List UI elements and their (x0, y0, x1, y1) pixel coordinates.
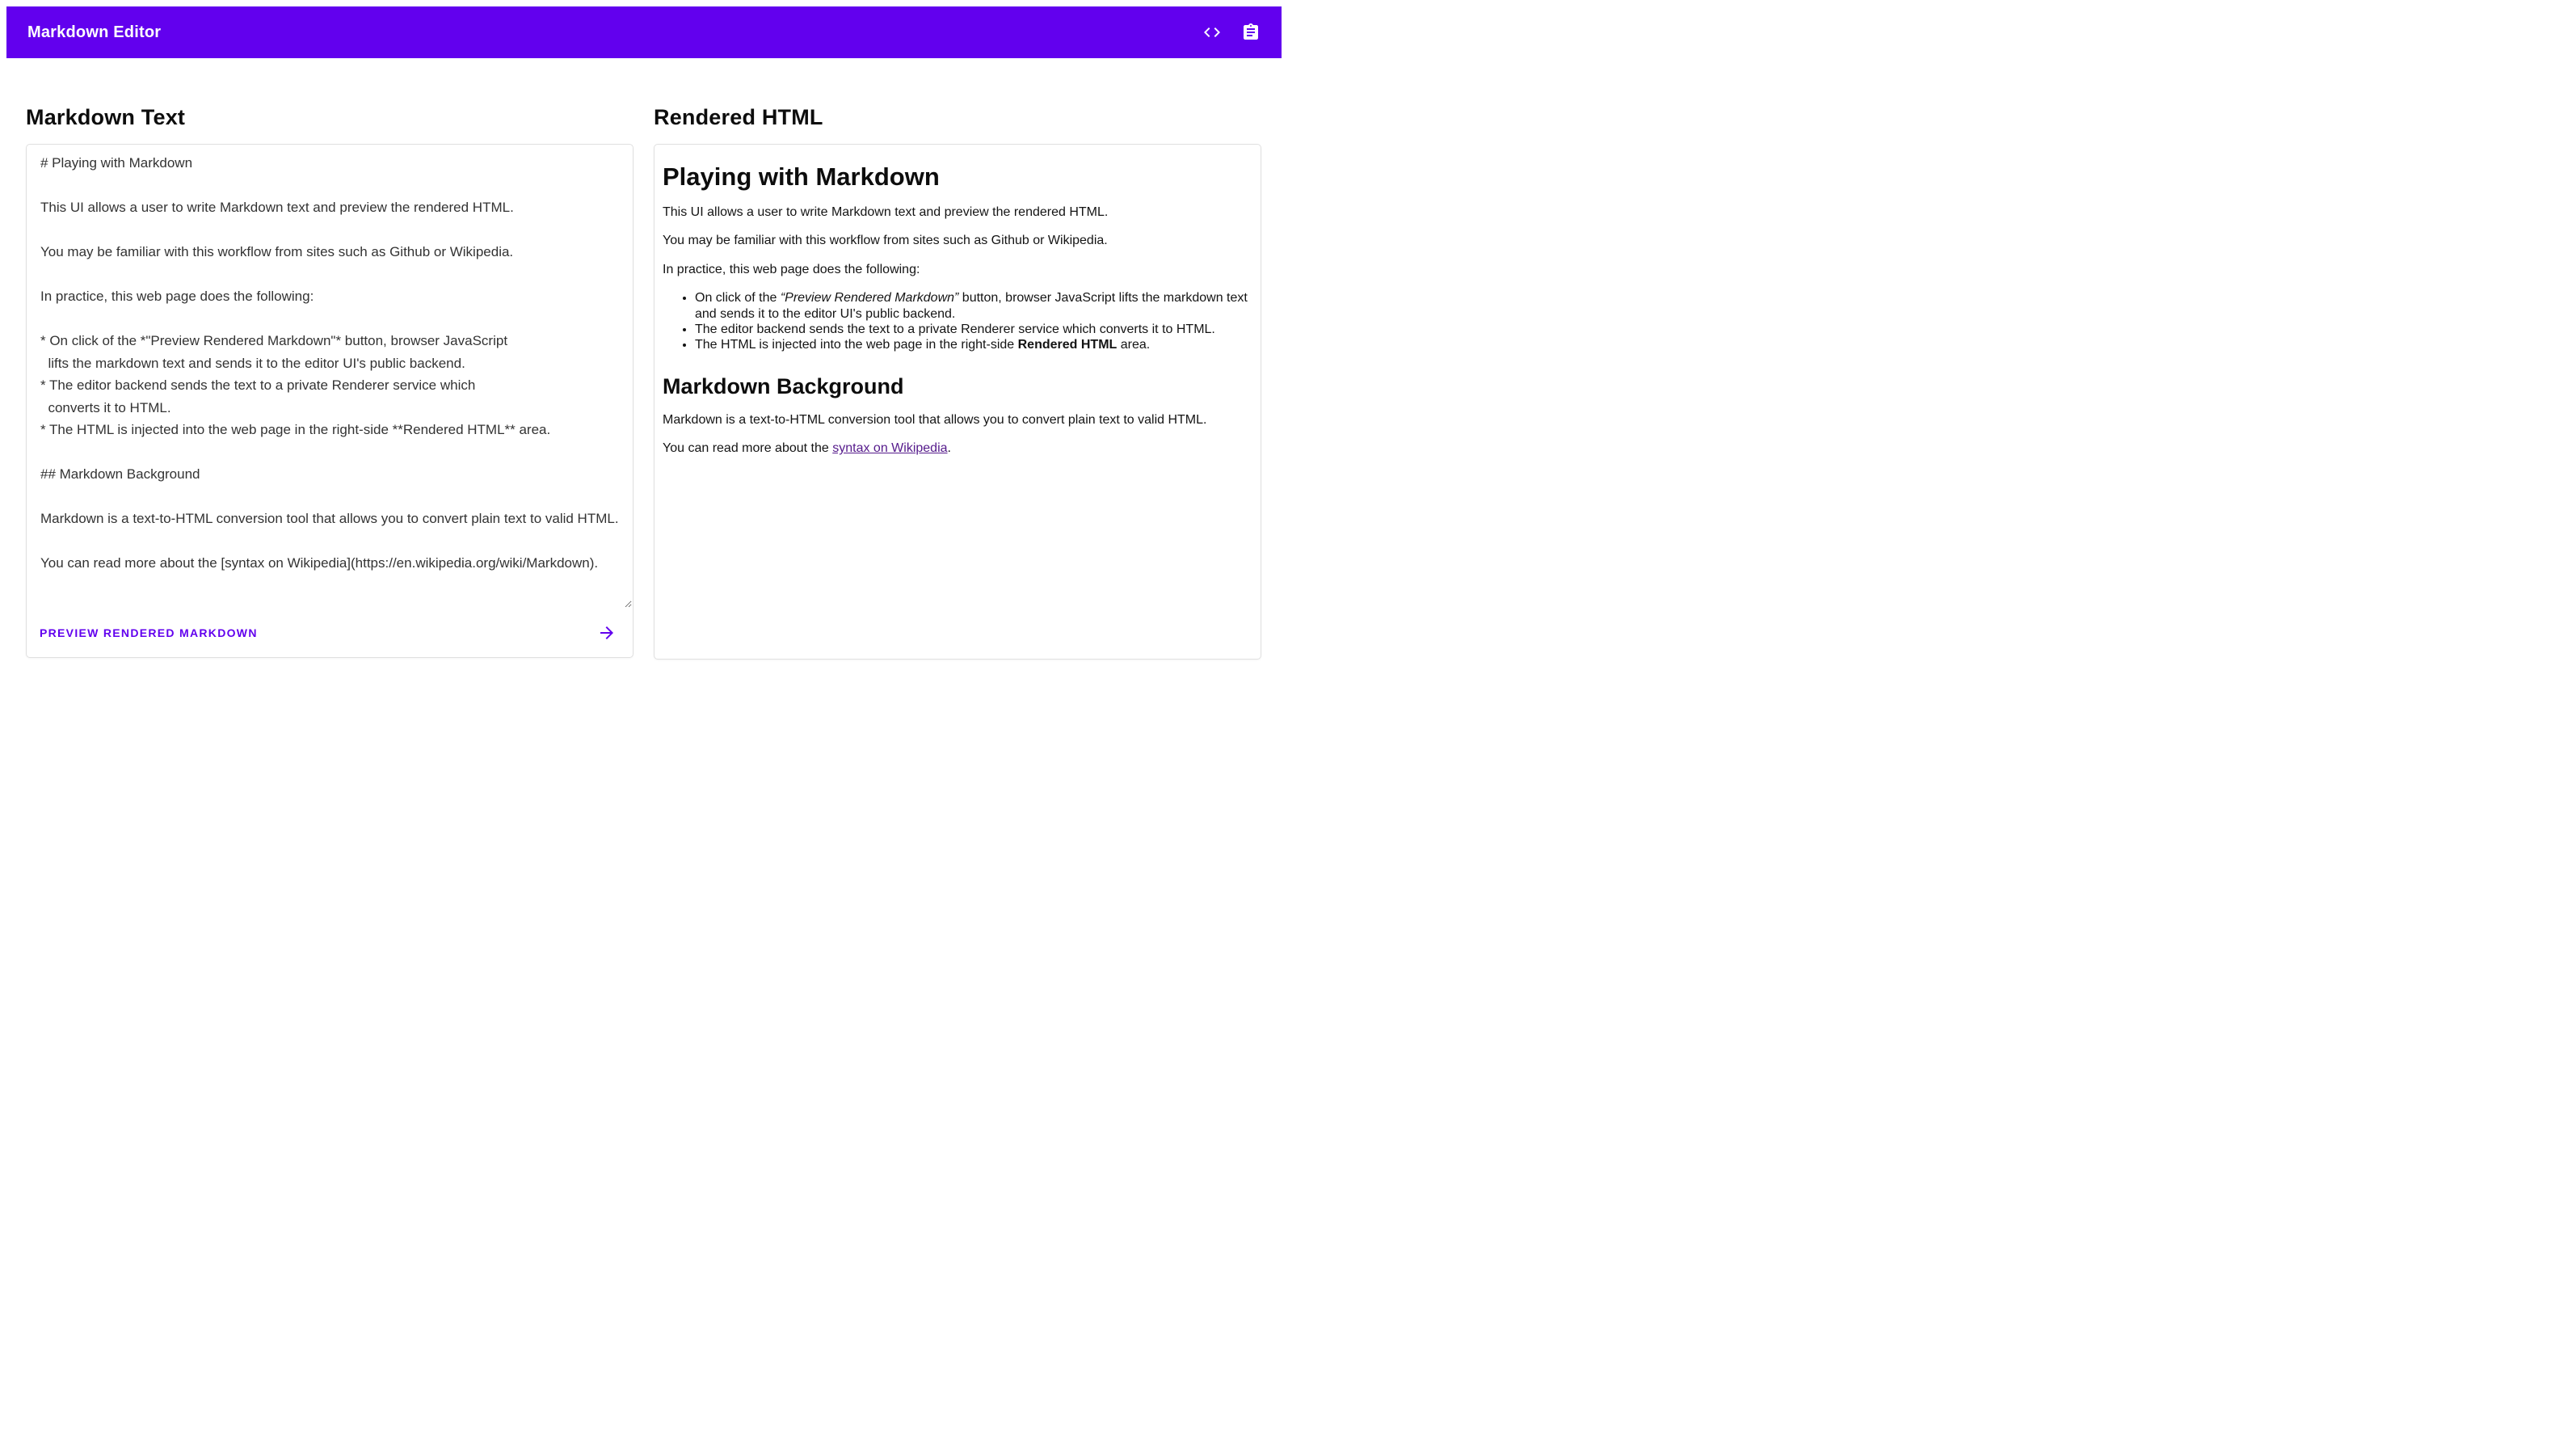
text-segment: On click of the (695, 291, 781, 306)
markdown-column (26, 65, 633, 660)
preview-button-label: PREVIEW RENDERED MARKDOWN (40, 626, 258, 640)
clipboard-button[interactable] (1231, 13, 1270, 52)
list-item (695, 322, 1249, 337)
code-icon (1202, 23, 1222, 42)
markdown-text-heading: Markdown Text (26, 105, 186, 129)
text-segment: button, browser JavaScript lifts the markdown text and sends it to the editor UI's public backend. (695, 291, 1248, 321)
text-segment: area. (1117, 338, 1151, 352)
clipboard-icon (1241, 23, 1261, 42)
italic-text: “Preview Rendered Markdown” (780, 291, 959, 306)
markdown-editor-panel (26, 144, 633, 658)
app-title: Markdown Editor (27, 23, 162, 41)
rendered-paragraph (663, 441, 1249, 457)
text-segment: You can read more about the (663, 441, 833, 456)
arrow-forward-icon (597, 623, 617, 643)
rendered-paragraph: Markdown is a text-to-HTML conversion tool that allows you to convert plain text to valid HTML. (663, 412, 1207, 427)
rendered-paragraph: You may be familiar with this workflow from sites such as Github or Wikipedia. (663, 234, 1108, 248)
preview-rendered-markdown-button[interactable] (27, 609, 633, 657)
bold-text: Rendered HTML (1017, 338, 1118, 352)
rendered-column (654, 65, 1261, 660)
rendered-paragraph: In practice, this web page does the following: (663, 262, 920, 276)
text-segment: The HTML is injected into the web page in the right-side (695, 338, 1018, 352)
rendered-h2: Markdown Background (663, 373, 904, 398)
markdown-input[interactable] (27, 145, 632, 608)
rendered-html-heading: Rendered HTML (654, 105, 823, 129)
app-bar (6, 6, 1282, 58)
rendered-html-panel (654, 144, 1261, 660)
rendered-list (663, 290, 1249, 352)
text-segment: . (947, 441, 951, 456)
wikipedia-link[interactable]: syntax on Wikipedia (832, 441, 948, 456)
list-item (695, 337, 1249, 352)
rendered-h1: Playing with Markdown (663, 162, 940, 192)
text-segment: The editor backend sends the text to a private Renderer service which converts it to HTML. (695, 322, 1215, 336)
list-item (695, 290, 1249, 322)
code-button[interactable] (1193, 13, 1231, 52)
rendered-paragraph: This UI allows a user to write Markdown text and preview the rendered HTML. (663, 204, 1109, 219)
main-content (0, 65, 1288, 692)
